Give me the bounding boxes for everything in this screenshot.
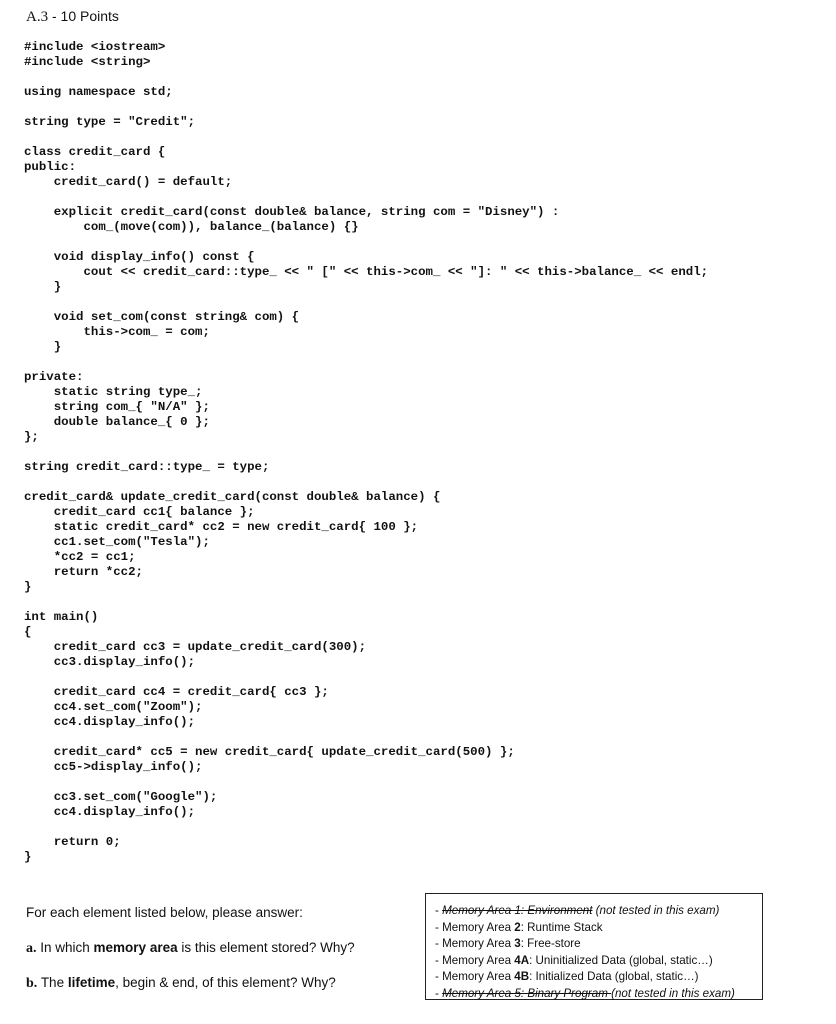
- row6-dash: -: [435, 986, 443, 1000]
- code-line: [24, 775, 708, 790]
- code-line: string com_{ "N/A" };: [24, 400, 210, 414]
- question-a: [26, 940, 355, 957]
- row2-pre: - Memory Area: [435, 920, 515, 934]
- question-points: 10 Points: [60, 8, 119, 24]
- code-line: public:: [24, 160, 77, 174]
- code-line: }: [24, 280, 62, 294]
- row5-post: : Initialized Data (global, static…): [529, 970, 699, 983]
- code-line: string credit_card::type_ = type;: [24, 460, 270, 474]
- row3-num: 3: [514, 937, 521, 950]
- memory-area-2: [435, 920, 762, 937]
- code-line: void set_com(const string& com) {: [24, 310, 300, 324]
- code-line: [24, 355, 708, 370]
- code-line: com_(move(com)), balance_(balance) {}: [24, 220, 359, 234]
- row1-dash: -: [435, 904, 443, 917]
- row5-num: 4B: [514, 970, 530, 983]
- code-line: [24, 295, 708, 310]
- question-b-text-post: , begin & end, of this element? Why?: [115, 975, 336, 990]
- code-line: class credit_card {: [24, 145, 166, 159]
- row4-pre: - Memory Area: [435, 953, 515, 967]
- row5-pre: - Memory Area: [435, 970, 515, 983]
- row3-post: : Free-store: [520, 937, 581, 950]
- code-line: credit_card& update_credit_card(const double& balance) {: [24, 490, 441, 504]
- code-line: cc4.display_info();: [24, 805, 196, 819]
- memory-area-4b: [435, 969, 762, 986]
- code-line: credit_card cc3 = update_credit_card(300);: [24, 640, 367, 654]
- question-a-text-post: is this element stored? Why?: [177, 940, 355, 955]
- memory-area-5: [435, 986, 762, 1003]
- code-line: *cc2 = cc1;: [24, 550, 136, 564]
- code-line: credit_card cc4 = credit_card{ cc3 };: [24, 685, 329, 699]
- memory-area-1-note: (not tested in this exam): [592, 904, 720, 917]
- memory-area-3: [435, 936, 762, 953]
- code-line: #include <string>: [24, 55, 151, 69]
- memory-area-5-struck: Memory Area 5: Binary Program: [442, 986, 612, 1000]
- code-line: [24, 130, 708, 145]
- code-line: cc4.display_info();: [24, 715, 196, 729]
- question-header: [26, 8, 119, 26]
- question-number: A.3: [26, 9, 49, 25]
- code-line: [24, 70, 708, 85]
- header-separator: -: [48, 8, 61, 24]
- question-b-text-pre: The: [40, 975, 68, 990]
- code-line: credit_card cc1{ balance };: [24, 505, 255, 519]
- code-line: return 0;: [24, 835, 121, 849]
- code-line: cc1.set_com("Tesla");: [24, 535, 210, 549]
- memory-areas-legend: [425, 893, 763, 1000]
- row3-pre: - Memory Area: [435, 937, 515, 950]
- code-line: [24, 820, 708, 835]
- memory-area-1: [435, 903, 762, 920]
- code-line: int main(): [24, 610, 99, 624]
- code-line: cc4.set_com("Zoom");: [24, 700, 203, 714]
- memory-area-5-note: (not tested in this exam): [611, 986, 735, 1000]
- code-line: this->com_ = com;: [24, 325, 210, 339]
- code-line: [24, 235, 708, 250]
- code-line: cc5->display_info();: [24, 760, 203, 774]
- row2-num: 2: [514, 920, 521, 934]
- row2-post: : Runtime Stack: [520, 920, 603, 934]
- question-b-keyword: lifetime: [67, 975, 116, 990]
- code-listing: [24, 40, 708, 865]
- question-a-text-pre: In which: [40, 940, 94, 955]
- question-b: [26, 975, 336, 992]
- code-line: }: [24, 580, 32, 594]
- code-line: #include <iostream>: [24, 40, 166, 54]
- code-line: string type = "Credit";: [24, 115, 196, 129]
- code-line: };: [24, 430, 39, 444]
- code-line: explicit credit_card(const double& balance, string com = "Disney") :: [24, 205, 560, 219]
- code-line: [24, 595, 708, 610]
- code-line: cc3.set_com("Google");: [24, 790, 218, 804]
- code-line: }: [24, 340, 62, 354]
- code-line: [24, 670, 708, 685]
- question-a-label: a.: [26, 941, 37, 956]
- code-line: credit_card* cc5 = new credit_card{ update_credit_card(500) };: [24, 745, 515, 759]
- code-line: cc3.display_info();: [24, 655, 196, 669]
- code-line: [24, 475, 708, 490]
- row4-post: : Uninitialized Data (global, static…): [529, 953, 713, 967]
- question-b-label: b.: [26, 976, 38, 991]
- code-line: }: [24, 850, 32, 864]
- code-line: [24, 100, 708, 115]
- code-line: [24, 730, 708, 745]
- code-line: credit_card() = default;: [24, 175, 233, 189]
- code-line: using namespace std;: [24, 85, 173, 99]
- code-line: static string type_;: [24, 385, 203, 399]
- memory-area-4a: [435, 953, 762, 970]
- code-line: double balance_{ 0 };: [24, 415, 210, 429]
- code-line: [24, 445, 708, 460]
- code-line: private:: [24, 370, 84, 384]
- code-line: static credit_card* cc2 = new credit_card{ 100 };: [24, 520, 419, 534]
- memory-area-1-struck: Memory Area 1: Environment: [442, 904, 593, 917]
- code-line: void display_info() const {: [24, 250, 255, 264]
- code-line: {: [24, 625, 32, 639]
- code-line: [24, 190, 708, 205]
- instructions-intro: For each element listed below, please answer:: [26, 905, 303, 920]
- code-line: return *cc2;: [24, 565, 143, 579]
- question-a-keyword: memory area: [93, 940, 178, 955]
- row4-num: 4A: [514, 953, 530, 967]
- code-line: cout << credit_card::type_ << " [" << this->com_ << "]: " << this->balance_ << endl;: [24, 265, 709, 279]
